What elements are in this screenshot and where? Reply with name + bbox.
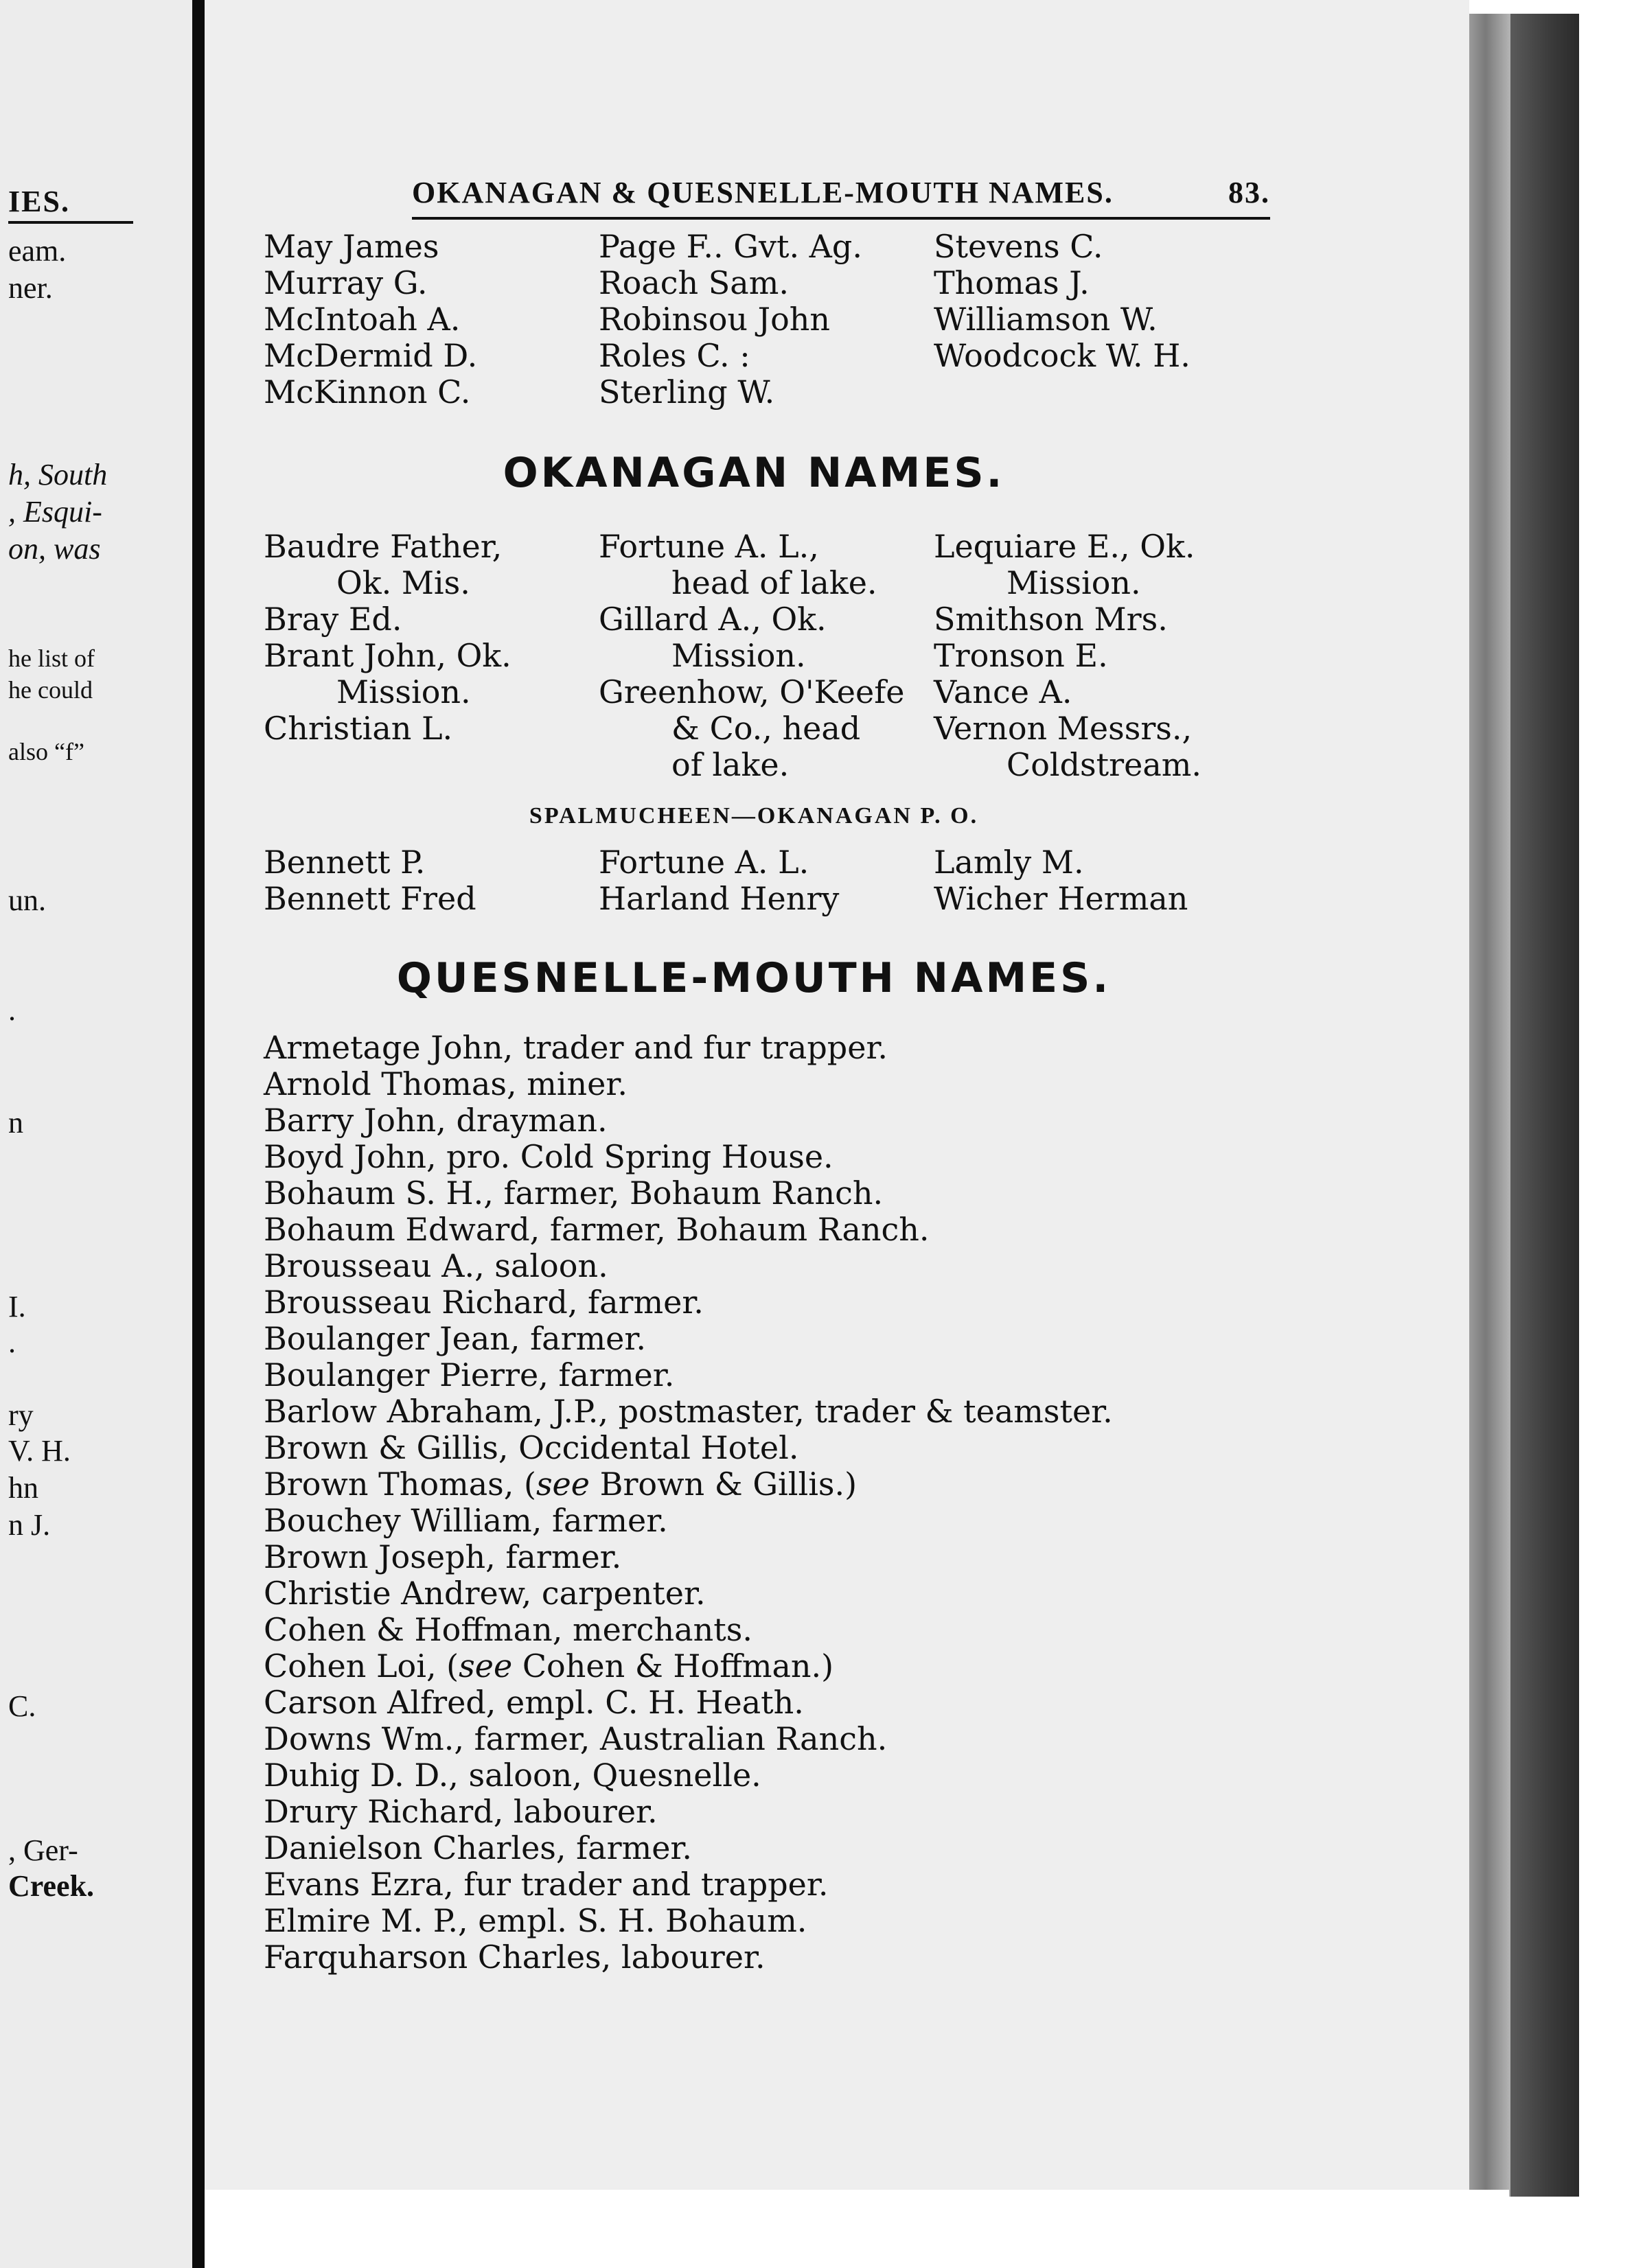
left-page-line: hn [8, 1471, 38, 1505]
left-page-line: n J. [8, 1508, 51, 1542]
left-page-line: he could [8, 676, 93, 704]
list-item: Drury Richard, labourer. [264, 1793, 658, 1830]
list-item: Brant John, Ok. [264, 637, 511, 674]
list-item: Sterling W. [599, 373, 775, 410]
left-page-line: ry [8, 1398, 34, 1432]
list-item: Bray Ed. [264, 601, 402, 638]
list-item: Woodcock W. H. [934, 337, 1190, 374]
left-page-line: IES. [8, 185, 70, 218]
list-item: Bouchey William, farmer. [264, 1502, 668, 1539]
list-item: Bennett P. [264, 844, 426, 881]
left-page-line: eam. [8, 234, 67, 268]
list-item: Coldstream. [1006, 746, 1202, 783]
list-item: Barlow Abraham, J.P., postmaster, trader & teamster. [264, 1393, 1113, 1430]
left-page-rule [8, 221, 133, 224]
list-item: Mission. [671, 637, 806, 674]
list-item: of lake. [671, 746, 790, 783]
left-page-line: Creek. [8, 1869, 95, 1903]
left-page-line: on, was [8, 532, 101, 566]
left-page-line: he list of [8, 645, 95, 672]
list-item: Williamson W. [934, 301, 1158, 338]
list-item: Brousseau Richard, farmer. [264, 1284, 704, 1321]
list-item: Roach Sam. [599, 264, 789, 301]
list-item: Brown & Gillis, Occidental Hotel. [264, 1429, 799, 1466]
continued-names-col-1 [264, 229, 477, 410]
list-item: head of lake. [671, 564, 877, 601]
left-page-line: C. [8, 1689, 36, 1723]
list-item: Carson Alfred, empl. C. H. Heath. [264, 1684, 804, 1721]
list-item: Farquharson Charles, labourer. [264, 1939, 766, 1976]
list-item: Brown Joseph, farmer. [264, 1538, 622, 1575]
left-page-line: I. [8, 1290, 26, 1323]
left-page-line: un. [8, 883, 46, 917]
page-bottom-margin [205, 2190, 1509, 2268]
book-gutter [192, 0, 205, 2268]
list-item: Elmire M. P., empl. S. H. Bohaum. [264, 1902, 807, 1939]
continued-names-col-3 [934, 229, 1190, 374]
list-item: Harland Henry [599, 880, 840, 917]
list-item: Vernon Messrs., [934, 710, 1193, 747]
list-item: Arnold Thomas, miner. [264, 1065, 628, 1102]
left-page-line: ner. [8, 271, 53, 305]
list-item: Murray G. [264, 264, 428, 301]
list-item: Gillard A., Ok. [599, 601, 827, 638]
list-item: Mission. [1006, 564, 1141, 601]
okanagan-heading: OKANAGAN NAMES. [503, 449, 1005, 497]
list-item: Thomas J. [934, 264, 1090, 301]
list-item: Wicher Herman [934, 880, 1188, 917]
left-page-line: n [8, 1106, 23, 1139]
list-item: McIntoah A. [264, 301, 461, 338]
list-item: Bohaum Edward, farmer, Bohaum Ranch. [264, 1211, 930, 1248]
spalmucheen-heading: SPALMUCHEEN—OKANAGAN P. O. [529, 803, 979, 829]
page-number: 83. [1228, 176, 1270, 209]
left-page-line: also “f” [8, 738, 84, 765]
left-page-fragment [0, 0, 192, 2268]
list-item: Roles C. : [599, 337, 750, 374]
list-item: Stevens C. [934, 228, 1103, 265]
book-edge [1510, 14, 1579, 2197]
list-item: Lequiare E., Ok. [934, 528, 1195, 565]
list-item: May James [264, 228, 439, 265]
list-item: Armetage John, trader and fur trapper. [264, 1029, 888, 1066]
list-item: Evans Ezra, fur trader and trapper. [264, 1866, 829, 1903]
list-item: Barry John, drayman. [264, 1102, 608, 1139]
list-item: Boulanger Jean, farmer. [264, 1320, 646, 1357]
page-edge [1469, 14, 1510, 2197]
list-item: Ok. Mis. [336, 564, 470, 601]
list-item: Cohen Loi, (see Cohen & Hoffman.) [264, 1647, 834, 1685]
list-item: & Co., head [671, 710, 861, 747]
left-page-line: V. H. [8, 1434, 71, 1468]
list-item: Bohaum S. H., farmer, Bohaum Ranch. [264, 1174, 884, 1212]
list-item: Cohen & Hoffman, merchants. [264, 1611, 752, 1648]
running-header-title: OKANAGAN & QUESNELLE-MOUTH NAMES. [412, 176, 1114, 209]
list-item: Lamly M. [934, 844, 1084, 881]
list-item: McKinnon C. [264, 373, 471, 410]
spalmucheen-col-3 [934, 844, 1188, 917]
list-item: Greenhow, O'Keefe [599, 673, 905, 710]
list-item: Bennett Fred [264, 880, 476, 917]
list-item: Tronson E. [934, 637, 1108, 674]
list-item: Downs Wm., farmer, Australian Ranch. [264, 1720, 888, 1757]
left-page-line: , Ger- [8, 1833, 78, 1867]
spalmucheen-col-2 [599, 844, 839, 917]
list-item: Danielson Charles, farmer. [264, 1829, 692, 1866]
list-item: Page F.. Gvt. Ag. [599, 228, 862, 265]
okanagan-col-2 [599, 529, 904, 783]
running-header [412, 175, 1270, 216]
list-item: Fortune A. L., [599, 528, 819, 565]
list-item: Robinsou John [599, 301, 831, 338]
list-item: Vance A. [934, 673, 1072, 710]
okanagan-col-1 [264, 529, 511, 747]
list-item: Mission. [336, 673, 471, 710]
quesnelle-list [264, 1030, 1113, 1976]
spalmucheen-col-1 [264, 844, 476, 917]
list-item: Duhig D. D., saloon, Quesnelle. [264, 1757, 761, 1794]
list-item: McDermid D. [264, 337, 478, 374]
list-item: Christie Andrew, carpenter. [264, 1575, 706, 1612]
list-item: Fortune A. L. [599, 844, 809, 881]
okanagan-col-3 [934, 529, 1201, 783]
list-item: Boyd John, pro. Cold Spring House. [264, 1138, 833, 1175]
left-page-line: , Esqui- [8, 495, 102, 529]
list-item: Boulanger Pierre, farmer. [264, 1356, 675, 1393]
left-page-line: h, South [8, 458, 108, 491]
list-item: Smithson Mrs. [934, 601, 1168, 638]
left-page-line: . [8, 993, 16, 1027]
continued-names-col-2 [599, 229, 862, 410]
left-page-line: . [8, 1326, 16, 1359]
list-item: Brousseau A., saloon. [264, 1247, 608, 1284]
list-item: Baudre Father, [264, 528, 503, 565]
quesnelle-heading: QUESNELLE-MOUTH NAMES. [396, 954, 1112, 1002]
list-item: Brown Thomas, (see Brown & Gillis.) [264, 1466, 858, 1503]
header-rule [412, 217, 1270, 220]
list-item: Christian L. [264, 710, 453, 747]
